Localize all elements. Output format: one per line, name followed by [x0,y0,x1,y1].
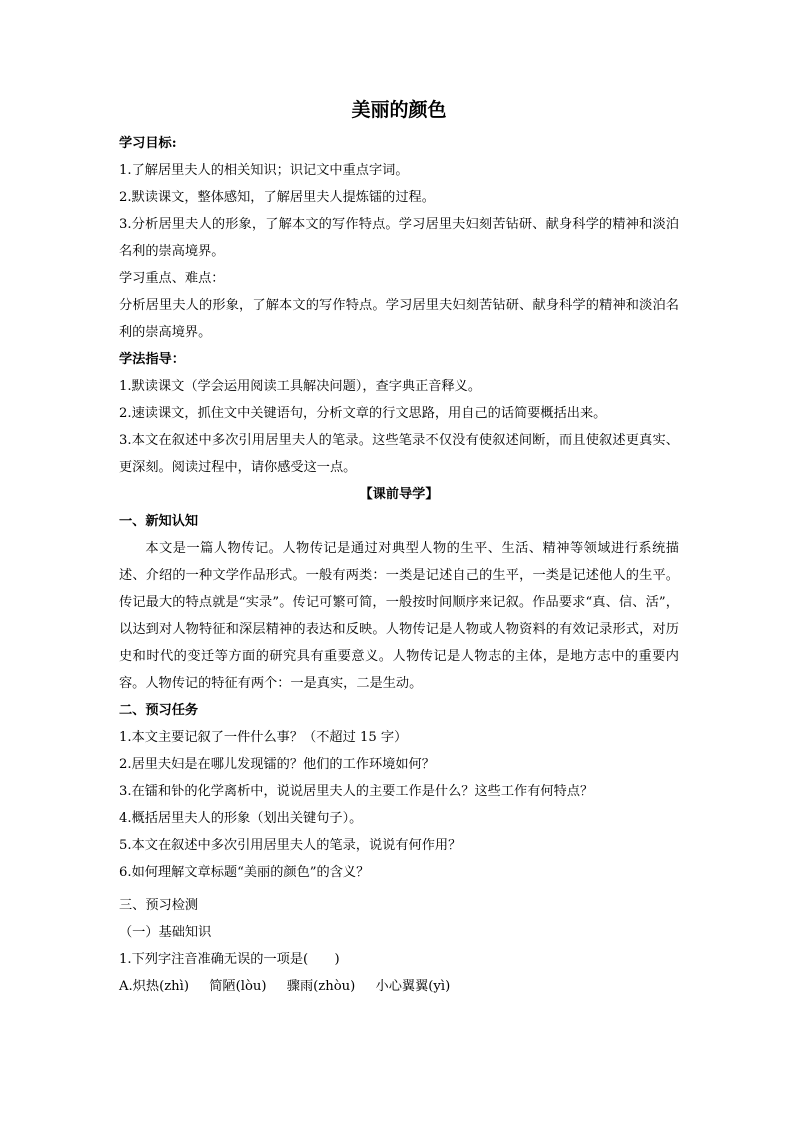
option-word: 小心翼翼(yì) [375,979,451,994]
section-3-subheading: （一）基础知识 [119,925,212,940]
task-item: 4.概括居里夫人的形象（划出关键句子）。 [119,811,363,826]
goal-item: 2.默读课文，整体感知，了解居里夫人提炼镭的过程。 [119,190,435,205]
option-a: A.炽热(zhì) [119,979,190,994]
document-page [119,96,679,1000]
page-title: 美丽的颜色 [351,99,447,121]
option-word: 简陋(lòu) [209,979,267,994]
option-word: 骤雨(zhòu) [286,979,356,994]
task-item: 6.如何理解文章标题“美丽的颜色”的含义？ [119,865,370,880]
section-3-heading: 三、预习检测 [119,898,199,913]
method-heading: 学法指导： [119,352,185,367]
goal-item: 1.了解居里夫人的相关知识；识记文中重点字词。 [119,163,409,178]
task-item: 3.在镭和钋的化学离析中，说说居里夫人的主要工作是什么？这些工作有何特点？ [119,784,594,799]
key-heading: 学习重点、难点： [119,271,225,286]
question-1-options [119,973,679,1000]
method-item: 2.速读课文，抓住文中关键语句，分析文章的行文思路，用自己的话简要概括出来。 [119,406,607,421]
section-2-heading: 二、预习任务 [119,703,199,718]
key-text: 分析居里夫人的形象，了解本文的写作特点。学习居里夫妇刻苦钻研、献身科学的精神和淡泊名利的崇高境界。 [119,298,679,340]
question-1: 1.下列字注音准确无误的一项是( ) [119,952,340,967]
method-item: 1.默读课文（学会运用阅读工具解决问题），查字典正音释义。 [119,379,482,394]
section-1-text: 本文是一篇人物传记。人物传记是通过对典型人物的生平、生活、精神等领域进行系统描述、介绍的一种文学作品形式。一般有两类：一类是记述自己的生平，一类是记述他人的生平。传记最大的特点就是“实录”。传记可繁可简，一般按时间顺序来记叙。作品要求“真、信、活”，以达到对人物特征和深层精神的表达和反映。人物传记是人物或人物资料的有效记录形式，对历史和时代的变迁等方面的研究具有重要意义。人物传记是人物志的主体，是地方志中的重要内容。人物传记的特征有两个：一是真实，二是生动。 [119,541,679,691]
task-item: 5.本文在叙述中多次引用居里夫人的笔录，说说有何作用？ [119,838,462,853]
goals-heading: 学习目标: [119,136,177,151]
method-item: 3.本文在叙述中多次引用居里夫人的笔录。这些笔录不仅没有使叙述间断，而且使叙述更真实、更深刻。阅读过程中，请你感受这一点。 [119,433,679,475]
section-banner: 【课前导学】 [359,487,439,502]
task-item: 2.居里夫妇是在哪儿发现镭的？他们的工作环境如何？ [119,757,435,772]
goal-item: 3.分析居里夫人的形象，了解本文的写作特点。学习居里夫妇刻苦钻研、献身科学的精神和淡泊名利的崇高境界。 [119,217,679,259]
task-item: 1.本文主要记叙了一件什么事？（不超过 15 字） [119,730,408,745]
section-1-heading: 一、新知认知 [119,514,199,529]
